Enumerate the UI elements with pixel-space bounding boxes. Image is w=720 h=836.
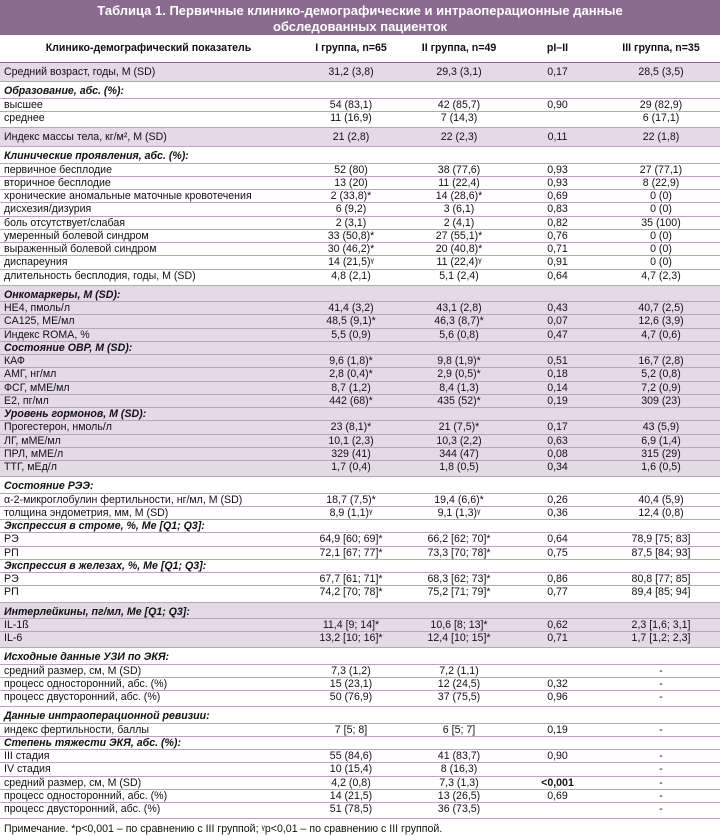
cell-col5: -: [602, 723, 720, 736]
table-row: [0, 368, 720, 381]
header-group2: II группа, n=49: [405, 35, 513, 63]
cell-col3: 11 (22,4)ᵞ: [405, 256, 513, 269]
table-row: [0, 677, 720, 690]
cell-col5: 0 (0): [602, 229, 720, 242]
header-group3: III группа, n=35: [602, 35, 720, 63]
cell-col4: 0,26: [513, 493, 602, 506]
cell-col4: 0,90: [513, 750, 602, 763]
table-row: [0, 533, 720, 546]
cell-col2: 2,8 (0,4)*: [297, 368, 405, 381]
cell-col2: 52 (80): [297, 163, 405, 176]
cell-col2: 442 (68)*: [297, 394, 405, 407]
table-row: [0, 573, 720, 586]
row-label: диспареуния: [0, 256, 297, 269]
section-row: [0, 736, 720, 749]
cell-col4: 0,08: [513, 447, 602, 460]
row-group: [0, 147, 720, 286]
cell-col4: [513, 763, 602, 776]
cell-col5: -: [602, 776, 720, 789]
row-label: α-2-микроглобулин фертильности, нг/мл, M (SD): [0, 493, 297, 506]
cell-col5: 1,7 [1,2; 2,3]: [602, 632, 720, 648]
cell-col4: 0,71: [513, 632, 602, 648]
cell-col4: 0,43: [513, 302, 602, 315]
cell-col3: 3 (6,1): [405, 203, 513, 216]
cell-col4: 0,19: [513, 394, 602, 407]
table-row: [0, 229, 720, 242]
row-label: IV стадия: [0, 763, 297, 776]
cell-col2: 9,6 (1,8)*: [297, 355, 405, 368]
row-label: первичное бесплодие: [0, 163, 297, 176]
cell-col2: 33 (50,8)*: [297, 229, 405, 242]
cell-col3: 73,3 [70; 78]*: [405, 546, 513, 559]
cell-col5: 40,4 (5,9): [602, 493, 720, 506]
table-title-line1: Таблица 1. Первичные клинико-демографические и интраоперационные данные: [97, 3, 623, 18]
cell-col5: -: [602, 691, 720, 707]
row-label: ФСГ, мМЕ/мл: [0, 381, 297, 394]
cell-col4: 0,34: [513, 461, 602, 477]
table-row: [0, 664, 720, 677]
cell-col4: <0,001: [513, 776, 602, 789]
cell-col4: 0,18: [513, 368, 602, 381]
cell-col3: 9,1 (1,3)ᵞ: [405, 506, 513, 519]
cell-col3: 7 (14,3): [405, 111, 513, 127]
cell-col3: 22 (2,3): [405, 128, 513, 147]
cell-col2: 15 (23,1): [297, 677, 405, 690]
table-header-row: [0, 35, 720, 63]
cell-col4: 0,71: [513, 243, 602, 256]
cell-col5: 12,6 (3,9): [602, 315, 720, 328]
cell-col2: 51 (78,5): [297, 803, 405, 819]
section-row: [0, 477, 720, 493]
cell-col4: 0,14: [513, 381, 602, 394]
cell-col4: 0,93: [513, 176, 602, 189]
cell-col3: 68,3 [62; 73]*: [405, 573, 513, 586]
cell-col2: 23 (8,1)*: [297, 421, 405, 434]
cell-col5: 89,4 [85; 94]: [602, 586, 720, 602]
cell-col3: 10,6 [8; 13]*: [405, 618, 513, 631]
cell-col4: [513, 664, 602, 677]
table-row: [0, 328, 720, 341]
cell-col5: 315 (29): [602, 447, 720, 460]
section-row: [0, 341, 720, 354]
table-row: [0, 723, 720, 736]
row-label: III стадия: [0, 750, 297, 763]
section-label: Экспрессия в железах, %, Me [Q1; Q3]:: [0, 559, 720, 572]
section-row: [0, 408, 720, 421]
cell-col2: 74,2 [70; 78]*: [297, 586, 405, 602]
cell-col3: 1,8 (0,5): [405, 461, 513, 477]
cell-col2: 11,4 [9; 14]*: [297, 618, 405, 631]
row-label: средний размер, см, M (SD): [0, 776, 297, 789]
table-row: [0, 632, 720, 648]
cell-col3: 6 [5; 7]: [405, 723, 513, 736]
cell-col2: 64,9 [60; 69]*: [297, 533, 405, 546]
cell-col4: 0,69: [513, 789, 602, 802]
row-group: [0, 63, 720, 82]
table-title: [0, 0, 720, 35]
cell-col3: 13 (26,5): [405, 789, 513, 802]
table-row: [0, 776, 720, 789]
cell-col4: 0,93: [513, 163, 602, 176]
table-row: [0, 434, 720, 447]
section-label: Интерлейкины, пг/мл, Me [Q1; Q3]:: [0, 602, 720, 618]
table-row: [0, 789, 720, 802]
cell-col2: 10 (15,4): [297, 763, 405, 776]
cell-col2: 41,4 (3,2): [297, 302, 405, 315]
cell-col4: 0,76: [513, 229, 602, 242]
row-label: КАФ: [0, 355, 297, 368]
table-row: [0, 691, 720, 707]
table-row: [0, 111, 720, 127]
cell-col5: 4,7 (2,3): [602, 269, 720, 285]
cell-col5: 12,4 (0,8): [602, 506, 720, 519]
row-label: ПРЛ, мМЕ/л: [0, 447, 297, 460]
cell-col2: 72,1 [67; 77]*: [297, 546, 405, 559]
row-label: Индекс массы тела, кг/м², M (SD): [0, 128, 297, 147]
section-row: [0, 648, 720, 664]
cell-col5: 7,2 (0,9): [602, 381, 720, 394]
cell-col4: 0,75: [513, 546, 602, 559]
cell-col4: 0,83: [513, 203, 602, 216]
table-title-line2: обследованных пациенток: [272, 19, 448, 34]
table-row: [0, 381, 720, 394]
cell-col5: 6 (17,1): [602, 111, 720, 127]
row-group: [0, 285, 720, 477]
row-label: IL-6: [0, 632, 297, 648]
row-group: [0, 648, 720, 707]
cell-col4: 0,64: [513, 269, 602, 285]
row-label: длительность бесплодия, годы, M (SD): [0, 269, 297, 285]
cell-col3: 29,3 (3,1): [405, 63, 513, 82]
row-label: HE4, пмоль/л: [0, 302, 297, 315]
row-group: [0, 82, 720, 128]
cell-col3: 8 (16,3): [405, 763, 513, 776]
row-label: боль отсутствует/слабая: [0, 216, 297, 229]
cell-col2: 6 (9,2): [297, 203, 405, 216]
row-label: РП: [0, 546, 297, 559]
cell-col2: 18,7 (7,5)*: [297, 493, 405, 506]
cell-col5: 4,7 (0,6): [602, 328, 720, 341]
section-label: Образование, абс. (%):: [0, 82, 720, 98]
cell-col2: 13 (20): [297, 176, 405, 189]
row-group: [0, 707, 720, 819]
header-group1: I группа, n=65: [297, 35, 405, 63]
cell-col3: 5,1 (2,4): [405, 269, 513, 285]
cell-col3: 2,9 (0,5)*: [405, 368, 513, 381]
cell-col5: -: [602, 763, 720, 776]
table-row: [0, 394, 720, 407]
cell-col5: 6,9 (1,4): [602, 434, 720, 447]
header-indicator: Клинико-демографический показатель: [0, 35, 297, 63]
row-label: толщина эндометрия, мм, M (SD): [0, 506, 297, 519]
table-row: [0, 243, 720, 256]
table-row: [0, 546, 720, 559]
cell-col3: 344 (47): [405, 447, 513, 460]
cell-col4: 0,62: [513, 618, 602, 631]
cell-col5: -: [602, 803, 720, 819]
cell-col3: 46,3 (8,7)*: [405, 315, 513, 328]
cell-col2: 30 (46,2)*: [297, 243, 405, 256]
cell-col3: 75,2 [71; 79]*: [405, 586, 513, 602]
cell-col2: 14 (21,5): [297, 789, 405, 802]
row-label: индекс фертильности, баллы: [0, 723, 297, 736]
table-row: [0, 256, 720, 269]
cell-col3: 8,4 (1,3): [405, 381, 513, 394]
cell-col4: 0,90: [513, 98, 602, 111]
cell-col5: 87,5 [84; 93]: [602, 546, 720, 559]
cell-col4: 0,77: [513, 586, 602, 602]
cell-col4: 0,51: [513, 355, 602, 368]
cell-col5: 80,8 [77; 85]: [602, 573, 720, 586]
cell-col2: 55 (84,6): [297, 750, 405, 763]
cell-col3: 36 (73,5): [405, 803, 513, 819]
section-row: [0, 520, 720, 533]
data-table: [0, 35, 720, 819]
table-row: [0, 447, 720, 460]
cell-col3: 7,2 (1,1): [405, 664, 513, 677]
cell-col4: 0,17: [513, 63, 602, 82]
cell-col5: 28,5 (3,5): [602, 63, 720, 82]
cell-col5: -: [602, 789, 720, 802]
table-row: [0, 618, 720, 631]
cell-col2: 13,2 [10; 16]*: [297, 632, 405, 648]
row-label: процесс двусторонний, абс. (%): [0, 691, 297, 707]
cell-col5: -: [602, 664, 720, 677]
cell-col3: 12 (24,5): [405, 677, 513, 690]
cell-col3: 21 (7,5)*: [405, 421, 513, 434]
cell-col2: 54 (83,1): [297, 98, 405, 111]
section-row: [0, 602, 720, 618]
cell-col4: 0,86: [513, 573, 602, 586]
row-label: РЭ: [0, 573, 297, 586]
cell-col2: 4,2 (0,8): [297, 776, 405, 789]
cell-col5: 0 (0): [602, 203, 720, 216]
row-label: выраженный болевой синдром: [0, 243, 297, 256]
row-label: Прогестерон, нмоль/л: [0, 421, 297, 434]
cell-col5: 29 (82,9): [602, 98, 720, 111]
table-row: [0, 493, 720, 506]
cell-col5: 0 (0): [602, 256, 720, 269]
cell-col5: 35 (100): [602, 216, 720, 229]
section-label: Экспрессия в строме, %, Me [Q1; Q3]:: [0, 520, 720, 533]
cell-col4: 0,91: [513, 256, 602, 269]
cell-col2: 1,7 (0,4): [297, 461, 405, 477]
table-row: [0, 461, 720, 477]
row-label: среднее: [0, 111, 297, 127]
cell-col3: 27 (55,1)*: [405, 229, 513, 242]
table-row: [0, 190, 720, 203]
table-row: [0, 176, 720, 189]
cell-col3: 2 (4,1): [405, 216, 513, 229]
cell-col5: 16,7 (2,8): [602, 355, 720, 368]
table-row: [0, 763, 720, 776]
table-row: [0, 506, 720, 519]
cell-col5: 0 (0): [602, 190, 720, 203]
cell-col2: 21 (2,8): [297, 128, 405, 147]
row-label: дисхезия/дизурия: [0, 203, 297, 216]
row-label: E2, пг/мл: [0, 394, 297, 407]
cell-col5: 1,6 (0,5): [602, 461, 720, 477]
cell-col2: 8,9 (1,1)ᵞ: [297, 506, 405, 519]
cell-col3: 41 (83,7): [405, 750, 513, 763]
cell-col3: 435 (52)*: [405, 394, 513, 407]
cell-col5: 22 (1,8): [602, 128, 720, 147]
cell-col5: 8 (22,9): [602, 176, 720, 189]
cell-col4: 0,17: [513, 421, 602, 434]
cell-col4: 0,36: [513, 506, 602, 519]
table-row: [0, 355, 720, 368]
cell-col2: 48,5 (9,1)*: [297, 315, 405, 328]
section-label: Исходные данные УЗИ по ЭКЯ:: [0, 648, 720, 664]
cell-col3: 20 (40,8)*: [405, 243, 513, 256]
cell-col2: 7 [5; 8]: [297, 723, 405, 736]
cell-col4: 0,69: [513, 190, 602, 203]
cell-col2: 7,3 (1,2): [297, 664, 405, 677]
table-row: [0, 98, 720, 111]
row-label: высшее: [0, 98, 297, 111]
cell-col2: 50 (76,9): [297, 691, 405, 707]
section-label: Данные интраоперационной ревизии:: [0, 707, 720, 723]
cell-col2: 31,2 (3,8): [297, 63, 405, 82]
table-row: [0, 421, 720, 434]
cell-col4: 0,07: [513, 315, 602, 328]
cell-col5: -: [602, 750, 720, 763]
table-row: [0, 128, 720, 147]
cell-col2: 5,5 (0,9): [297, 328, 405, 341]
row-label: АМГ, нг/мл: [0, 368, 297, 381]
section-label: Онкомаркеры, M (SD):: [0, 285, 720, 301]
table-note: Примечание. *p<0,001 – по сравнению с III группой; ᵞp<0,01 – по сравнению с III группой.: [4, 823, 443, 836]
cell-col3: 7,3 (1,3): [405, 776, 513, 789]
cell-col4: 0,19: [513, 723, 602, 736]
cell-col4: 0,32: [513, 677, 602, 690]
table-row: [0, 269, 720, 285]
row-label: Средний возраст, годы, M (SD): [0, 63, 297, 82]
cell-col2: 11 (16,9): [297, 111, 405, 127]
section-row: [0, 82, 720, 98]
table-row: [0, 302, 720, 315]
cell-col2: 8,7 (1,2): [297, 381, 405, 394]
cell-col3: 19,4 (6,6)*: [405, 493, 513, 506]
section-label: Состояние ОВР, M (SD):: [0, 341, 720, 354]
row-label: РП: [0, 586, 297, 602]
cell-col3: 9,8 (1,9)*: [405, 355, 513, 368]
row-label: умеренный болевой синдром: [0, 229, 297, 242]
cell-col2: 2 (3,1): [297, 216, 405, 229]
cell-col4: 0,82: [513, 216, 602, 229]
section-label: Состояние РЭЭ:: [0, 477, 720, 493]
section-row: [0, 285, 720, 301]
row-label: РЭ: [0, 533, 297, 546]
table-row: [0, 586, 720, 602]
row-label: процесс односторонний, абс. (%): [0, 677, 297, 690]
cell-col4: [513, 803, 602, 819]
row-label: Индекс ROMA, %: [0, 328, 297, 341]
cell-col4: 0,11: [513, 128, 602, 147]
cell-col2: 14 (21,5)ᵞ: [297, 256, 405, 269]
cell-col3: 14 (28,6)*: [405, 190, 513, 203]
row-group: [0, 128, 720, 147]
row-label: процесс двусторонний, абс. (%): [0, 803, 297, 819]
cell-col5: 309 (23): [602, 394, 720, 407]
row-label: CA125, МЕ/мл: [0, 315, 297, 328]
cell-col4: 0,96: [513, 691, 602, 707]
cell-col4: 0,63: [513, 434, 602, 447]
row-label: IL-1ß: [0, 618, 297, 631]
cell-col5: 0 (0): [602, 243, 720, 256]
cell-col3: 12,4 [10; 15]*: [405, 632, 513, 648]
cell-col2: 4,8 (2,1): [297, 269, 405, 285]
cell-col3: 42 (85,7): [405, 98, 513, 111]
section-row: [0, 559, 720, 572]
table-row: [0, 803, 720, 819]
section-row: [0, 707, 720, 723]
cell-col5: 2,3 [1,6; 3,1]: [602, 618, 720, 631]
row-label: ЛГ, мМЕ/мл: [0, 434, 297, 447]
cell-col3: 66,2 [62; 70]*: [405, 533, 513, 546]
cell-col5: 43 (5,9): [602, 421, 720, 434]
row-group: [0, 602, 720, 648]
row-label: ТТГ, мЕд/л: [0, 461, 297, 477]
cell-col5: -: [602, 677, 720, 690]
table-row: [0, 216, 720, 229]
cell-col4: [513, 111, 602, 127]
cell-col3: 5,6 (0,8): [405, 328, 513, 341]
row-label: вторичное бесплодие: [0, 176, 297, 189]
cell-col3: 10,3 (2,2): [405, 434, 513, 447]
table-row: [0, 63, 720, 82]
cell-col3: 38 (77,6): [405, 163, 513, 176]
cell-col4: 0,64: [513, 533, 602, 546]
cell-col3: 37 (75,5): [405, 691, 513, 707]
cell-col5: 27 (77,1): [602, 163, 720, 176]
cell-col5: 78,9 [75; 83]: [602, 533, 720, 546]
row-label: процесс односторонний, абс. (%): [0, 789, 297, 802]
section-label: Клинические проявления, абс. (%):: [0, 147, 720, 163]
cell-col4: 0,47: [513, 328, 602, 341]
row-label: средний размер, см, M (SD): [0, 664, 297, 677]
table-row: [0, 163, 720, 176]
cell-col2: 329 (41): [297, 447, 405, 460]
table-row: [0, 750, 720, 763]
table-row: [0, 203, 720, 216]
section-row: [0, 147, 720, 163]
cell-col3: 11 (22,4): [405, 176, 513, 189]
cell-col2: 67,7 [61; 71]*: [297, 573, 405, 586]
cell-col2: 10,1 (2,3): [297, 434, 405, 447]
cell-col5: 40,7 (2,5): [602, 302, 720, 315]
section-label: Степень тяжести ЭКЯ, абс. (%):: [0, 736, 720, 749]
row-label: хронические аномальные маточные кровотечения: [0, 190, 297, 203]
row-group: [0, 477, 720, 602]
header-p-value: pI–II: [513, 35, 602, 63]
section-label: Уровень гормонов, M (SD):: [0, 408, 720, 421]
table-row: [0, 315, 720, 328]
cell-col3: 43,1 (2,8): [405, 302, 513, 315]
cell-col5: 5,2 (0,8): [602, 368, 720, 381]
cell-col2: 2 (33,8)*: [297, 190, 405, 203]
